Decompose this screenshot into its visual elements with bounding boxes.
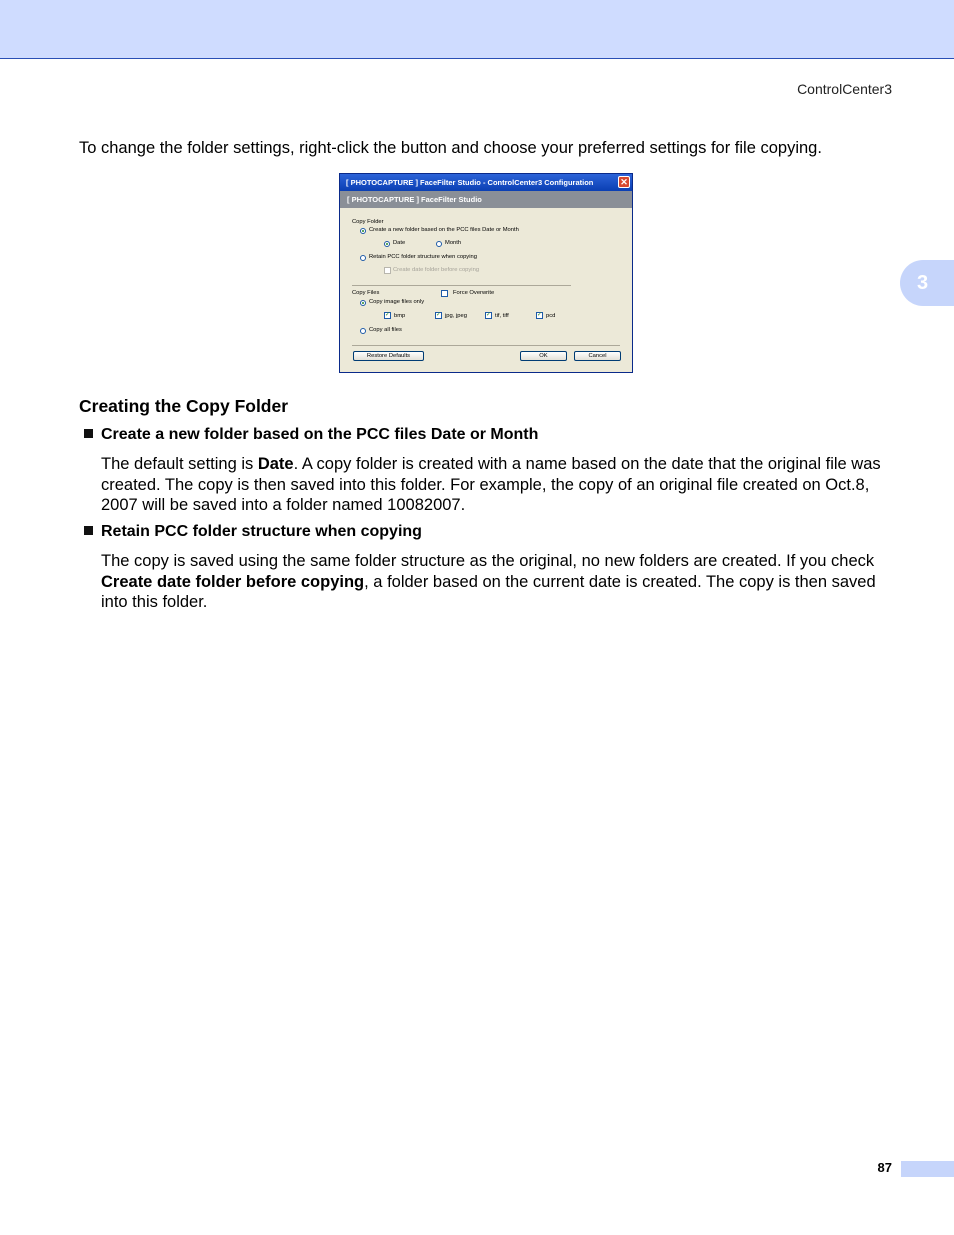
bullet-heading (84, 523, 422, 541)
copy-files-label: Copy Files (352, 290, 380, 296)
restore-defaults-button[interactable]: Restore Defaults (353, 351, 424, 361)
bullet-heading (84, 426, 538, 444)
bullet-heading-text: Create a new folder based on the PCC files Date or Month (101, 426, 539, 443)
copy-image-only-radio[interactable] (360, 300, 366, 306)
dialog-subtitle: [ PHOTOCAPTURE ] FaceFilter Studio (340, 191, 632, 208)
month-radio[interactable] (436, 241, 442, 247)
retain-structure-radio[interactable] (360, 255, 366, 261)
create-new-radio[interactable] (360, 228, 366, 234)
paragraph-bold: Date (257, 455, 294, 473)
header-title: ControlCenter3 (797, 81, 892, 97)
paragraph-text: , a folder based on the current date is created. The copy is then saved into this folder. (101, 572, 876, 611)
pcd-label: pcd (546, 313, 556, 319)
bullet-paragraph (101, 454, 901, 516)
jpg-label: jpg, jpeg (445, 313, 467, 319)
create-date-folder-checkbox[interactable] (384, 267, 391, 274)
page-number: 87 (877, 1160, 892, 1175)
chapter-number: 3 (917, 271, 929, 294)
copy-image-only-label: Copy image files only (369, 299, 425, 305)
pcd-checkbox[interactable]: ✓ (537, 312, 543, 318)
header-band (0, 0, 954, 59)
bullet-square-icon (84, 526, 93, 535)
bullet-heading-text: Retain PCC folder structure when copying (101, 523, 422, 540)
dialog-titlebar (340, 174, 632, 191)
ok-button[interactable]: OK (520, 351, 567, 361)
close-icon[interactable]: ✕ (618, 176, 630, 188)
dialog-body (340, 208, 632, 372)
paragraph-bold: Create date folder before copying (101, 572, 365, 591)
month-label: Month (445, 240, 462, 246)
section-heading: Creating the Copy Folder (79, 396, 289, 416)
bullet-square-icon (84, 429, 93, 438)
bmp-checkbox[interactable]: ✓ (385, 312, 391, 318)
date-label: Date (393, 240, 406, 246)
footer-tab (901, 1161, 954, 1177)
divider (352, 345, 620, 346)
create-new-label: Create a new folder based on the PCC files Date or Month (369, 227, 519, 233)
bmp-label: bmp (394, 313, 406, 319)
bullet-paragraph (101, 551, 901, 613)
force-overwrite-checkbox[interactable] (441, 290, 448, 297)
copy-all-label: Copy all files (369, 327, 402, 333)
paragraph-text: The copy is saved using the same folder structure as the original, no new folders are created. If you check (101, 552, 875, 570)
dialog-title: [ PHOTOCAPTURE ] FaceFilter Studio - ControlCenter3 Configuration (346, 178, 594, 187)
copy-folder-label: Copy Folder (352, 219, 384, 225)
intro-text: To change the folder settings, right-click the button and choose your preferred settings for file copying. (79, 139, 822, 157)
paragraph-text: . A copy folder is created with a name based on the date that the original file was created. The copy is then saved into this folder. For example, the copy of an original file created on Oct.8, 2007 will be saved into a folder named 10082007. (101, 455, 881, 514)
force-overwrite-label: Force Overwrite (453, 290, 495, 296)
tif-label: tif, tiff (495, 313, 509, 319)
date-radio[interactable] (384, 241, 390, 247)
copy-all-radio[interactable] (360, 328, 366, 334)
cancel-button[interactable]: Cancel (574, 351, 621, 361)
retain-structure-label: Retain PCC folder structure when copying (369, 254, 477, 260)
divider (352, 285, 571, 286)
create-date-folder-label: Create date folder before copying (393, 267, 480, 273)
paragraph-text: The default setting is (101, 455, 258, 473)
chapter-tab (900, 260, 954, 306)
tif-checkbox[interactable]: ✓ (486, 312, 492, 318)
jpg-checkbox[interactable]: ✓ (436, 312, 442, 318)
config-dialog-screenshot (339, 173, 633, 373)
